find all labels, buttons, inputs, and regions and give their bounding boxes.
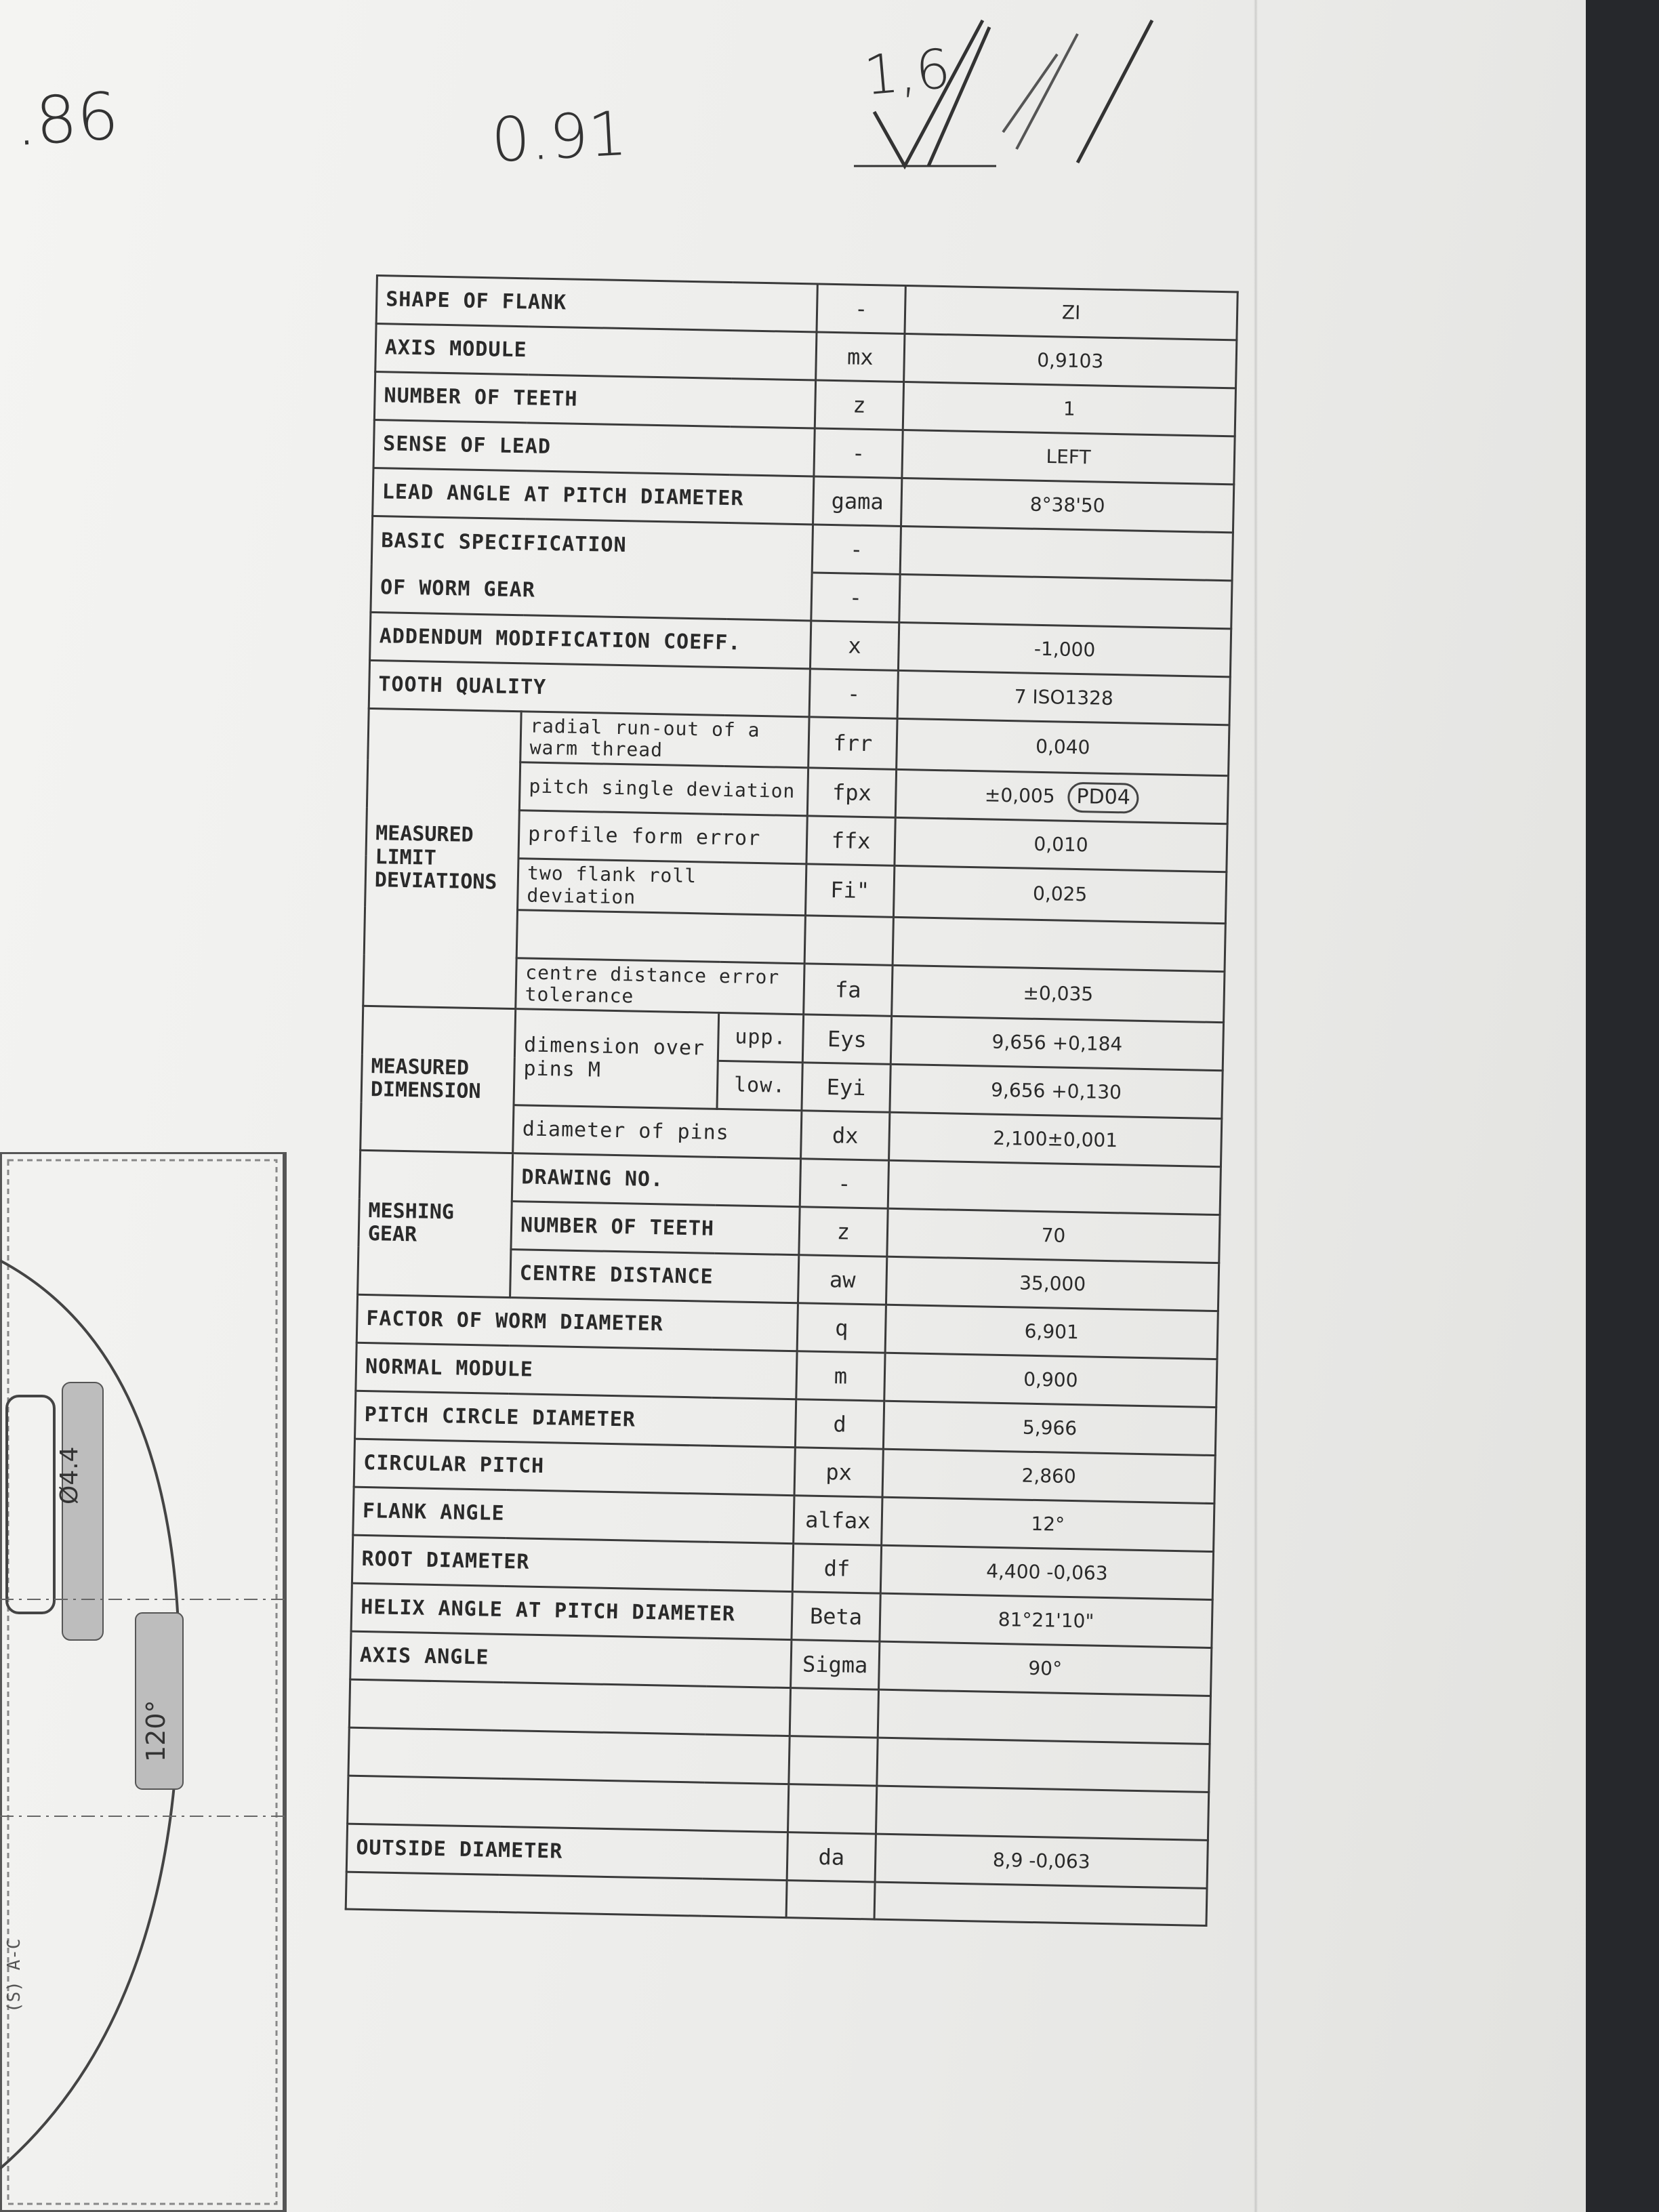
pin-diameter-value: 2,100±0,001	[889, 1112, 1222, 1166]
handwritten-value-left: .86	[12, 77, 121, 161]
row-value: 81°21'10"	[880, 1593, 1212, 1647]
row-symbol: -	[812, 525, 901, 574]
row-symbol: px	[794, 1448, 883, 1497]
drawing-dimension-angle: 120°	[141, 1700, 171, 1762]
meshing-label: NUMBER OF TEETH	[511, 1202, 800, 1255]
row-label: PITCH CIRCLE DIAMETER	[355, 1391, 796, 1447]
row-symbol: alfax	[794, 1496, 882, 1545]
row-value	[878, 1689, 1210, 1744]
upper-value: 9,656 +0,184	[890, 1016, 1223, 1070]
row-symbol: mx	[816, 332, 905, 382]
row-label: FACTOR OF WORM DIAMETER	[356, 1294, 798, 1351]
row-value: 6,901	[885, 1305, 1218, 1359]
row-label: LEAD ANGLE AT PITCH DIAMETER	[373, 468, 814, 524]
row-symbol: da	[787, 1832, 876, 1882]
meshing-gear-group-label: MESHING GEAR	[358, 1150, 513, 1297]
deviation-symbol: fa	[804, 964, 893, 1017]
deviation-symbol: fpx	[807, 768, 896, 817]
row-label: BASIC SPECIFICATION	[371, 516, 813, 572]
deviation-label: radial run-out of a warm thread	[520, 712, 809, 769]
lower-symbol: Eyi	[802, 1063, 890, 1112]
row-symbol: -	[814, 428, 903, 478]
worm-gear-data-table-wrapper	[342, 274, 1244, 2073]
deviation-value: 0,025	[893, 866, 1226, 924]
meshing-symbol: -	[800, 1159, 888, 1208]
deviation-label: two flank roll deviation	[518, 859, 806, 916]
deviation-label: pitch single deviation	[519, 762, 808, 816]
row-symbol: -	[817, 284, 905, 333]
meshing-symbol: aw	[798, 1255, 886, 1305]
margin-reference: (S) A-C	[4, 1938, 24, 2013]
row-label: HELIX ANGLE AT PITCH DIAMETER	[351, 1583, 792, 1639]
row-value: LEFT	[902, 430, 1235, 484]
row-value: 0,900	[884, 1353, 1217, 1407]
row-symbol: m	[796, 1351, 885, 1401]
meshing-symbol: z	[799, 1207, 888, 1256]
row-value: -1,000	[898, 622, 1231, 676]
deviation-value: 0,010	[895, 818, 1227, 872]
pin-diameter-symbol: dx	[801, 1111, 890, 1160]
row-symbol	[786, 1881, 875, 1919]
limit-deviations-group-label: MEASURED LIMIT DEVIATIONS	[363, 708, 521, 1008]
deviation-value	[893, 917, 1225, 971]
row-symbol: -	[811, 573, 900, 622]
row-symbol	[790, 1688, 878, 1738]
row-value: 0,9103	[904, 333, 1237, 388]
row-value	[899, 574, 1232, 628]
drawing-dimension-diameter: Ø4.4	[56, 1446, 83, 1504]
paper-fold	[1254, 0, 1258, 2212]
row-label: AXIS ANGLE	[350, 1631, 792, 1687]
deviation-symbol: frr	[808, 717, 897, 770]
row-label	[348, 1727, 790, 1784]
meshing-value: 70	[887, 1208, 1220, 1263]
deviation-label: profile form error	[518, 811, 807, 864]
row-value: 4,400 -0,063	[880, 1545, 1213, 1599]
row-value: 90°	[879, 1641, 1212, 1696]
deviation-symbol: Fi"	[805, 864, 894, 917]
pins-label: dimension over pins M	[514, 1009, 719, 1109]
roughness-symbol	[854, 14, 1166, 169]
row-label: SENSE OF LEAD	[373, 419, 815, 476]
row-label: NUMBER OF TEETH	[374, 372, 815, 428]
row-symbol: z	[815, 380, 903, 430]
deviation-value-cell	[895, 770, 1228, 824]
inspection-stamp: PD04	[1067, 782, 1139, 814]
row-label: OUTSIDE DIAMETER	[346, 1824, 787, 1880]
row-symbol: q	[797, 1303, 886, 1353]
row-label: SHAPE OF FLANK	[376, 276, 817, 332]
row-label	[349, 1679, 790, 1736]
measured-dimension-group-label: MEASURED DIMENSION	[361, 1006, 516, 1153]
row-label	[348, 1776, 789, 1832]
deviation-value: ±0,035	[892, 965, 1225, 1023]
surface-roughness-value: 1,6	[861, 37, 954, 108]
row-label: NORMAL MODULE	[356, 1343, 797, 1399]
row-value	[900, 526, 1233, 580]
row-value: 7 ISO1328	[897, 670, 1230, 724]
deviation-value: 0,040	[897, 718, 1229, 776]
row-value: 12°	[882, 1497, 1214, 1551]
worm-gear-data-table	[345, 274, 1239, 1927]
meshing-label: CENTRE DISTANCE	[510, 1250, 799, 1303]
row-symbol: df	[792, 1544, 881, 1593]
row-value: ZI	[905, 286, 1237, 340]
pin-diameter-label: diameter of pins	[513, 1105, 802, 1159]
row-symbol: gama	[813, 476, 902, 526]
row-symbol: -	[809, 669, 898, 718]
meshing-value	[888, 1160, 1221, 1214]
row-value	[876, 1786, 1208, 1840]
meshing-value: 35,000	[886, 1256, 1218, 1311]
lower-label: low.	[717, 1061, 802, 1111]
row-value	[874, 1882, 1207, 1925]
row-label: ADDENDUM MODIFICATION COEFF.	[370, 612, 811, 668]
technical-drawing-fragment	[0, 1152, 291, 2212]
row-symbol: d	[795, 1399, 884, 1449]
row-symbol	[787, 1784, 876, 1834]
row-label	[346, 1872, 787, 1917]
deviation-label: centre distance error tolerance	[516, 958, 804, 1015]
row-label: CIRCULAR PITCH	[354, 1439, 795, 1495]
row-label: FLANK ANGLE	[353, 1487, 794, 1543]
deviation-symbol: ffx	[806, 816, 895, 865]
row-value: 5,966	[883, 1401, 1216, 1455]
deviation-value: ±0,005	[984, 783, 1055, 808]
row-label: AXIS MODULE	[375, 324, 817, 380]
row-symbol	[789, 1736, 878, 1786]
upper-symbol: Eys	[802, 1015, 891, 1064]
row-value: 2,860	[882, 1449, 1215, 1503]
row-label: TOOTH QUALITY	[369, 660, 810, 716]
upper-label: upp.	[718, 1013, 803, 1063]
row-label: ROOT DIAMETER	[352, 1535, 793, 1591]
row-value: 1	[903, 382, 1235, 436]
row-label: OF WORM GEAR	[371, 564, 812, 620]
meshing-label: DRAWING NO.	[512, 1153, 800, 1207]
deviation-symbol	[804, 916, 893, 965]
lower-value: 9,656 +0,130	[890, 1064, 1223, 1118]
handwritten-value-middle: 0.91	[489, 98, 630, 177]
row-value: 8°38'50	[901, 478, 1234, 532]
row-value: 8,9 -0,063	[875, 1834, 1208, 1888]
desk-background	[1586, 0, 1659, 2212]
row-value	[877, 1738, 1210, 1792]
deviation-label	[516, 909, 805, 963]
row-symbol: Sigma	[791, 1640, 880, 1689]
row-symbol: Beta	[792, 1592, 880, 1641]
row-symbol: x	[810, 621, 899, 670]
